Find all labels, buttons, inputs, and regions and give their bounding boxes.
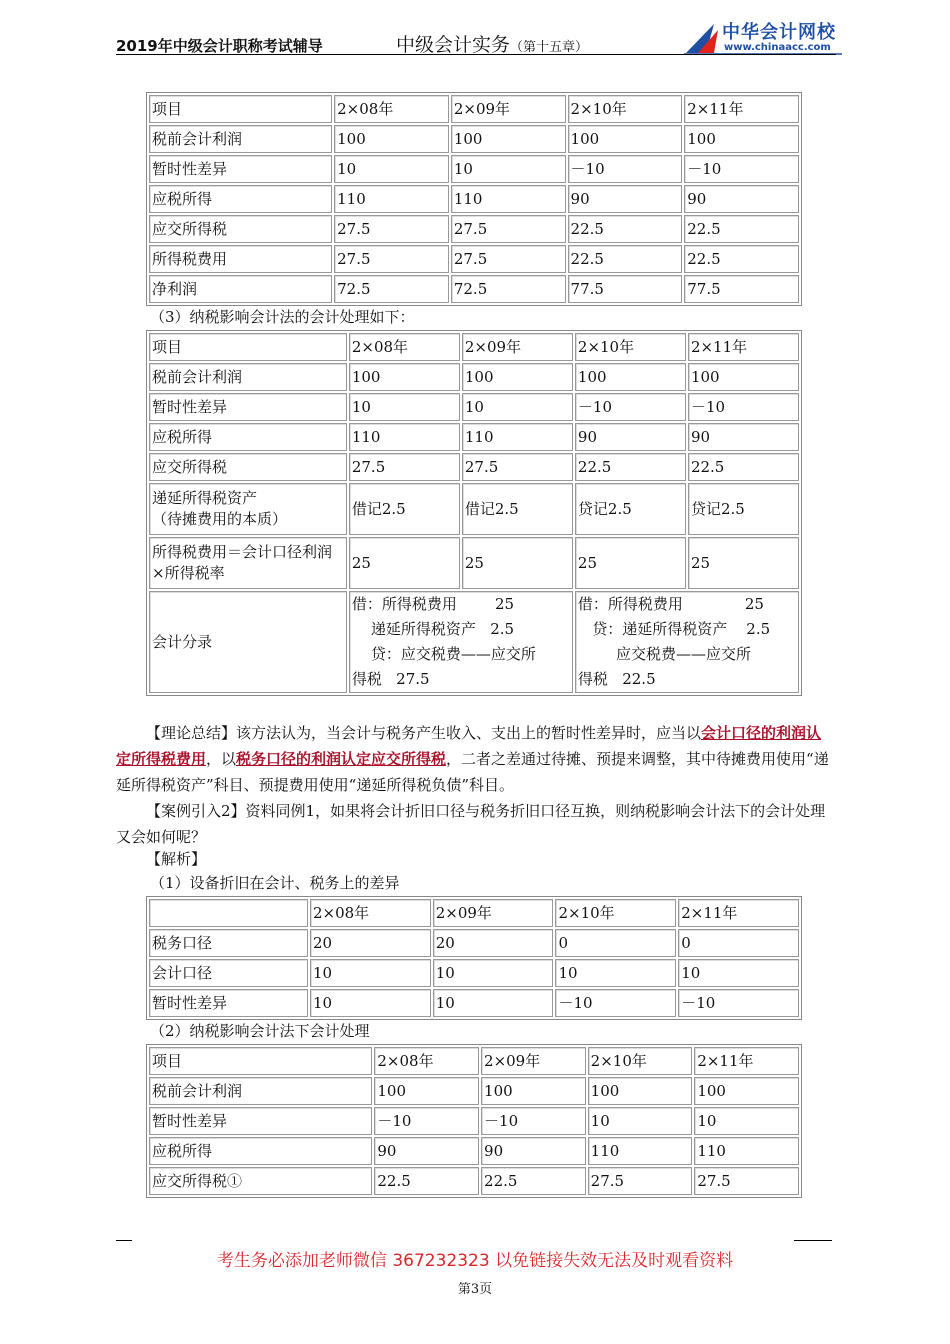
table-cell: 22.5 bbox=[374, 1167, 479, 1195]
table-cell: 25 bbox=[688, 537, 799, 589]
table-cell: 100 bbox=[462, 363, 573, 391]
table-cell: 27.5 bbox=[451, 245, 566, 273]
cell-line: （待摊费用的本质） bbox=[152, 510, 288, 528]
entry-line: 借：所得税费用 25 bbox=[351, 595, 515, 613]
table-cell: 0 bbox=[555, 929, 676, 957]
highlight-tax-profit: 税务口径的利润认定应交所得税 bbox=[236, 750, 447, 768]
table-cell: 应税所得 bbox=[149, 1137, 372, 1165]
table-cell: 22.5 bbox=[568, 215, 683, 243]
table-header-cell: 项目 bbox=[149, 95, 332, 123]
highlight-accounting-profit: 会计口径的利润认定所得税费用 bbox=[116, 724, 822, 768]
table-cell: 应交所得税 bbox=[149, 215, 332, 243]
table-cell: 90 bbox=[374, 1137, 479, 1165]
table-header-cell: 项目 bbox=[149, 1047, 372, 1075]
table-cell: 10 bbox=[433, 959, 554, 987]
table-cell: 100 bbox=[688, 363, 799, 391]
table-cell: 税前会计利润 bbox=[149, 1077, 372, 1105]
table-cell: 100 bbox=[349, 363, 460, 391]
table-cell: 110 bbox=[349, 423, 460, 451]
table-cell: 应交所得税 bbox=[149, 453, 347, 481]
table-cell: 110 bbox=[694, 1137, 799, 1165]
table-header-cell: 2×08年 bbox=[349, 333, 460, 361]
table-cell: 10 bbox=[310, 959, 431, 987]
table-cell: 27.5 bbox=[451, 215, 566, 243]
table-cell: 贷记2.5 bbox=[575, 483, 686, 535]
table-header-cell: 2×11年 bbox=[678, 899, 799, 927]
table-cell: 25 bbox=[575, 537, 686, 589]
entry-line: 递延所得税资产 2.5 bbox=[351, 620, 515, 638]
table-row bbox=[149, 275, 799, 303]
table-row-journal bbox=[149, 591, 799, 693]
header-title bbox=[396, 30, 588, 57]
caption-tax-effect-2: （2）纳税影响会计法下会计处理 bbox=[150, 1022, 370, 1040]
table-cell: 20 bbox=[310, 929, 431, 957]
table-cell: 100 bbox=[481, 1077, 586, 1105]
journal-entry-right bbox=[575, 591, 799, 693]
table-header-cell: 2×11年 bbox=[694, 1047, 799, 1075]
header-title-text: 中级会计实务 bbox=[396, 34, 511, 56]
table-header-cell bbox=[149, 899, 308, 927]
table-cell: 借记2.5 bbox=[349, 483, 460, 535]
logo-url: www.chinaacc.com bbox=[724, 42, 831, 53]
table-row bbox=[149, 363, 799, 391]
table-row bbox=[149, 423, 799, 451]
table-cell: 20 bbox=[433, 929, 554, 957]
table-cell: 10 bbox=[451, 155, 566, 183]
table-row bbox=[149, 393, 799, 421]
table-cell: 应税所得 bbox=[149, 423, 347, 451]
table-cell: －10 bbox=[688, 393, 799, 421]
table-cell: 10 bbox=[334, 155, 449, 183]
table-cell: 10 bbox=[462, 393, 573, 421]
cell-line: 递延所得税资产 bbox=[152, 489, 258, 507]
table-row bbox=[149, 989, 799, 1017]
case-intro: 【案例引入2】资料同例1，如果将会计折旧口径与税务折旧口径互换，则纳税影响会计法下的会计处理又会如何呢？ bbox=[116, 802, 826, 846]
table-cell: 22.5 bbox=[688, 453, 799, 481]
table-cell: 27.5 bbox=[334, 215, 449, 243]
table-header-cell: 项目 bbox=[149, 333, 347, 361]
table-cell: 27.5 bbox=[349, 453, 460, 481]
entry-line: 贷：递延所得税资产 2.5 bbox=[577, 620, 771, 638]
table-cell bbox=[149, 483, 347, 535]
table-cell: 净利润 bbox=[149, 275, 332, 303]
table-cell: 100 bbox=[374, 1077, 479, 1105]
theory-summary bbox=[116, 720, 836, 798]
header-rule bbox=[116, 54, 836, 55]
entry-line: 得税 22.5 bbox=[577, 670, 656, 688]
summary-mid: ，以 bbox=[206, 750, 237, 768]
table-cell: 税前会计利润 bbox=[149, 125, 332, 153]
table-row bbox=[149, 1107, 799, 1135]
table-cell: 77.5 bbox=[568, 275, 683, 303]
table-row-tax-expense bbox=[149, 537, 799, 589]
table-row bbox=[149, 1077, 799, 1105]
table-cell: 10 bbox=[555, 959, 676, 987]
table-header-cell: 2×09年 bbox=[451, 95, 566, 123]
table-cell: 应税所得 bbox=[149, 185, 332, 213]
table-header-cell: 2×11年 bbox=[688, 333, 799, 361]
entry-line: 得税 27.5 bbox=[351, 670, 430, 688]
table-row bbox=[149, 155, 799, 183]
table-cell: 暂时性差异 bbox=[149, 1107, 372, 1135]
table-cell: 100 bbox=[575, 363, 686, 391]
table-row-deferred-asset bbox=[149, 483, 799, 535]
table-cell: 90 bbox=[575, 423, 686, 451]
table-tax-effect-method bbox=[146, 330, 802, 696]
table-cell: －10 bbox=[568, 155, 683, 183]
table-header-cell: 2×10年 bbox=[568, 95, 683, 123]
table-cell: 会计口径 bbox=[149, 959, 308, 987]
footer-notice: 考生务必添加老师微信 367232323 以免链接失效无法及时观看资料 bbox=[216, 1251, 734, 1271]
caption-depreciation: （1）设备折旧在会计、税务上的差异 bbox=[150, 874, 400, 892]
table-cell: 10 bbox=[694, 1107, 799, 1135]
table-cell: 暂时性差异 bbox=[149, 393, 347, 421]
table-cell: 22.5 bbox=[575, 453, 686, 481]
table-cell: 0 bbox=[678, 929, 799, 957]
header-chapter: （第十五章） bbox=[510, 40, 589, 55]
table-depreciation-diff bbox=[146, 896, 802, 1020]
table-cell: 10 bbox=[349, 393, 460, 421]
table-row bbox=[149, 1167, 799, 1195]
table-cell: 应交所得税① bbox=[149, 1167, 372, 1195]
table-header-row bbox=[149, 95, 799, 123]
table-cell: 90 bbox=[688, 423, 799, 451]
table-cell: 税务口径 bbox=[149, 929, 308, 957]
table-header-row bbox=[149, 899, 799, 927]
table-row bbox=[149, 185, 799, 213]
table-cell: 会计分录 bbox=[149, 591, 347, 693]
table-cell: 10 bbox=[433, 989, 554, 1017]
table-cell: 25 bbox=[462, 537, 573, 589]
summary-lead: 【理论总结】该方法认为，当会计与税务产生收入、支出上的暂时性差异时，应当以 bbox=[146, 724, 702, 742]
logo-name: 中华会计网校 bbox=[722, 22, 836, 43]
table-cell: 110 bbox=[334, 185, 449, 213]
entry-line: 借：所得税费用 25 bbox=[577, 595, 764, 613]
table-cell: 27.5 bbox=[334, 245, 449, 273]
table-cell: 22.5 bbox=[684, 215, 799, 243]
table-cell: 22.5 bbox=[684, 245, 799, 273]
table-cell: 22.5 bbox=[568, 245, 683, 273]
table-header-row bbox=[149, 1047, 799, 1075]
table-header-cell: 2×11年 bbox=[684, 95, 799, 123]
table-cell: 100 bbox=[451, 125, 566, 153]
table-header-cell: 2×08年 bbox=[310, 899, 431, 927]
table-header-cell: 2×10年 bbox=[588, 1047, 693, 1075]
table-cell: 100 bbox=[588, 1077, 693, 1105]
table-cell: －10 bbox=[374, 1107, 479, 1135]
table-cell: 税前会计利润 bbox=[149, 363, 347, 391]
cell-line: ×所得税率 bbox=[152, 564, 225, 582]
table-cell: 100 bbox=[694, 1077, 799, 1105]
header-left: 2019年中级会计职称考试辅导 bbox=[116, 37, 323, 55]
table-cell: 25 bbox=[349, 537, 460, 589]
table-cell: 所得税费用 bbox=[149, 245, 332, 273]
footer-rule-left bbox=[116, 1240, 132, 1241]
table-header-cell: 2×09年 bbox=[462, 333, 573, 361]
table-cell: 90 bbox=[568, 185, 683, 213]
table-tax-effect-swapped bbox=[146, 1044, 802, 1198]
table-header-cell: 2×09年 bbox=[433, 899, 554, 927]
table-cell: －10 bbox=[575, 393, 686, 421]
table-cell: 贷记2.5 bbox=[688, 483, 799, 535]
table-header-cell: 2×08年 bbox=[334, 95, 449, 123]
table-header-cell: 2×10年 bbox=[555, 899, 676, 927]
table-cell: －10 bbox=[684, 155, 799, 183]
table-row bbox=[149, 959, 799, 987]
table-cell: 72.5 bbox=[451, 275, 566, 303]
table-cell bbox=[149, 537, 347, 589]
table-row bbox=[149, 929, 799, 957]
table-row bbox=[149, 125, 799, 153]
caption-tax-effect: （3）纳税影响会计法的会计处理如下： bbox=[150, 308, 415, 326]
table-cell: 72.5 bbox=[334, 275, 449, 303]
table-cell: －10 bbox=[678, 989, 799, 1017]
table-header-cell: 2×08年 bbox=[374, 1047, 479, 1075]
entry-line: 贷：应交税费——应交所 bbox=[351, 645, 536, 663]
table-row bbox=[149, 1137, 799, 1165]
table-cell: 100 bbox=[334, 125, 449, 153]
table-cell: 10 bbox=[678, 959, 799, 987]
table-cell: 暂时性差异 bbox=[149, 989, 308, 1017]
table-cell: －10 bbox=[555, 989, 676, 1017]
table-cell: －10 bbox=[481, 1107, 586, 1135]
table-cell: 27.5 bbox=[588, 1167, 693, 1195]
table-cell: 10 bbox=[588, 1107, 693, 1135]
analysis-label: 【解析】 bbox=[146, 850, 207, 868]
table-cell: 100 bbox=[684, 125, 799, 153]
table-header-cell: 2×10年 bbox=[575, 333, 686, 361]
table-row bbox=[149, 245, 799, 273]
table-cell: 90 bbox=[684, 185, 799, 213]
table-cell: 27.5 bbox=[462, 453, 573, 481]
table-row bbox=[149, 215, 799, 243]
footer-rule-right bbox=[794, 1240, 832, 1241]
page-number: 第3页 bbox=[457, 1282, 493, 1297]
table-cell: 110 bbox=[451, 185, 566, 213]
table-cell: 10 bbox=[310, 989, 431, 1017]
table-header-row bbox=[149, 333, 799, 361]
table-row bbox=[149, 453, 799, 481]
table-cell: 90 bbox=[481, 1137, 586, 1165]
cell-line: 所得税费用＝会计口径利润 bbox=[152, 543, 333, 561]
table-cell: 借记2.5 bbox=[462, 483, 573, 535]
table-cell: 22.5 bbox=[481, 1167, 586, 1195]
table-cell: 27.5 bbox=[694, 1167, 799, 1195]
journal-entry-left bbox=[349, 591, 573, 693]
table-cell: 110 bbox=[462, 423, 573, 451]
table-income-statement bbox=[146, 92, 802, 306]
table-cell: 100 bbox=[568, 125, 683, 153]
table-header-cell: 2×09年 bbox=[481, 1047, 586, 1075]
table-cell: 77.5 bbox=[684, 275, 799, 303]
table-cell: 110 bbox=[588, 1137, 693, 1165]
entry-line: 应交税费——应交所 bbox=[577, 645, 752, 663]
table-cell: 暂时性差异 bbox=[149, 155, 332, 183]
summary-tail: ，二者之差通过待摊、预提来调整，其中待摊费用使用“递延所得税资产”科目、预提费用使用“递延所得税负债”科目。 bbox=[116, 750, 829, 794]
